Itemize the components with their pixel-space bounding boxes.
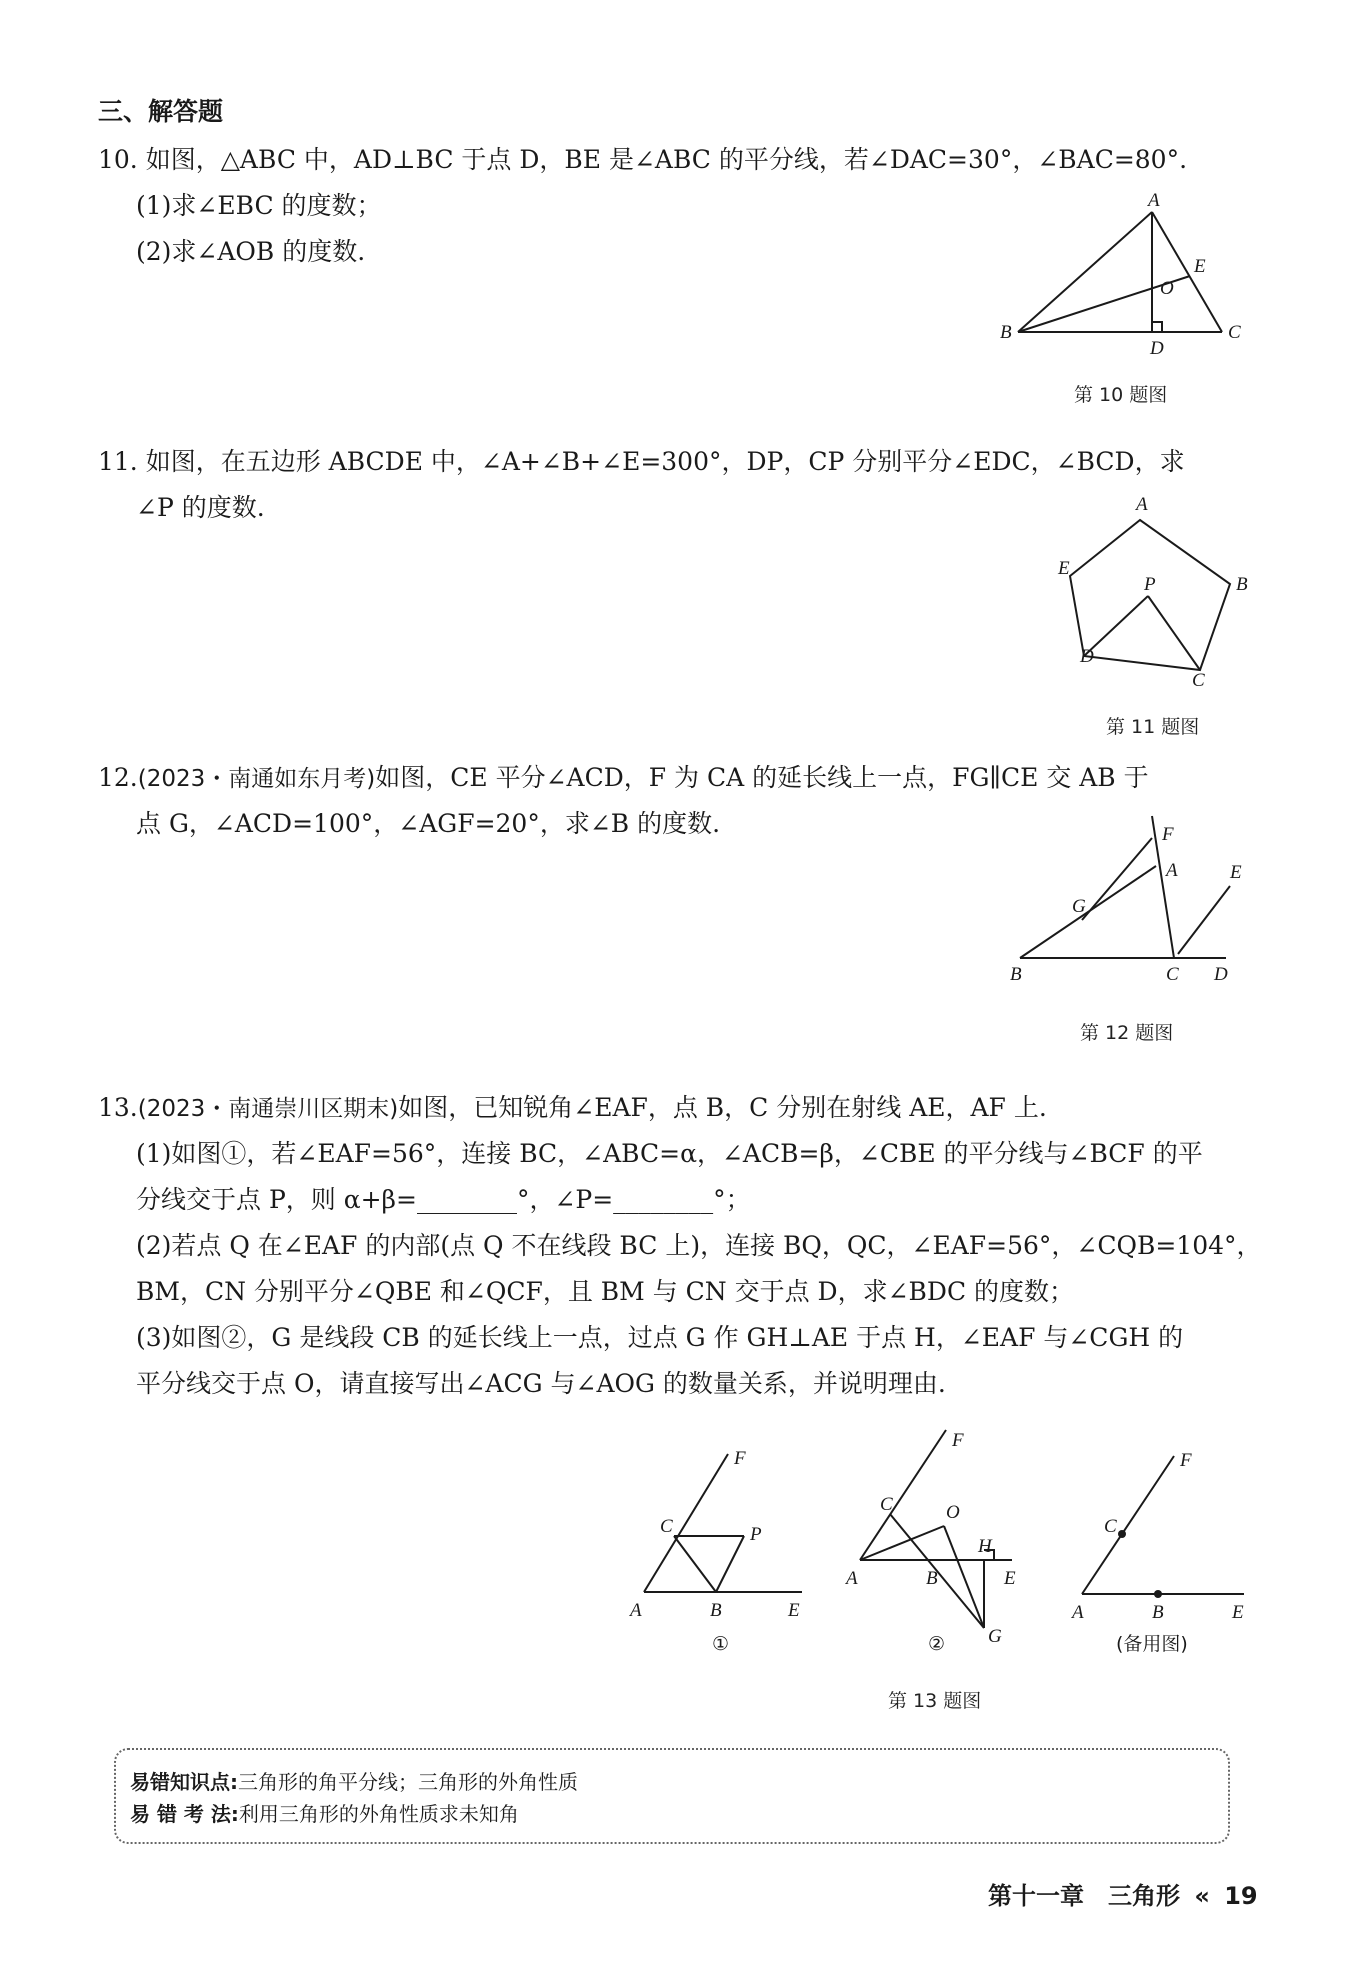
q13-spare-point-b [1154, 1590, 1162, 1598]
footer-arrow-icon: « [1194, 1882, 1210, 1910]
q13-line1-text: 如图，已知锐角∠EAF，点 B，C 分别在射线 AE，AF 上. [398, 1093, 1047, 1122]
q13-spare-label-c: C [1104, 1516, 1117, 1537]
q12-figure [1000, 806, 1260, 986]
q13-part1-line2: 分线交于点 P，则 α+β=________°，∠P=________°； [136, 1185, 751, 1214]
q12-line1 [98, 758, 1149, 794]
q11-label-a: A [1136, 494, 1148, 515]
q10-label-c: C [1228, 322, 1241, 343]
q13-fig1-label-c: C [660, 1516, 673, 1537]
q12-label-a: A [1166, 860, 1178, 881]
q11-label-e: E [1058, 558, 1070, 579]
q13-spare-point-c [1118, 1530, 1126, 1538]
q13-spare-label-a: A [1072, 1602, 1084, 1623]
q13-figure-1 [620, 1440, 820, 1660]
section-title: 三、解答题 [98, 97, 224, 126]
q13-fig2-label-f: F [952, 1430, 964, 1451]
q13-part3-line2: 平分线交于点 O，请直接写出∠ACG 与∠AOG 的数量关系，并说明理由. [136, 1369, 946, 1398]
q13-part1-line1: (1)如图①，若∠EAF=56°，连接 BC，∠ABC=α，∠ACB=β，∠CBE 的平分线与∠BCF 的平 [136, 1139, 1203, 1168]
q11-label-c: C [1192, 670, 1205, 690]
q12-label-d: D [1214, 964, 1228, 985]
q11-line1: 11. 如图，在五边形 ABCDE 中，∠A+∠B+∠E=300°，DP，CP 分别平分∠EDC，∠BCD，求 [98, 447, 1185, 476]
q12-label-b: B [1010, 964, 1022, 985]
page-footer [988, 1876, 1258, 1911]
q11-line2: ∠P 的度数. [136, 493, 265, 522]
q12-label-g: G [1072, 896, 1086, 917]
q13-fig2-label-e: E [1004, 1568, 1016, 1589]
q11-label-b: B [1236, 574, 1248, 595]
q13-spare-label-f: F [1180, 1450, 1192, 1471]
q10-part1: (1)求∠EBC 的度数； [136, 191, 382, 220]
q10-figure [990, 190, 1250, 360]
q13-fig2-label-c: C [880, 1494, 893, 1515]
q13-fig1-label-f: F [734, 1448, 746, 1469]
q13-caption: 第 13 题图 [888, 1690, 982, 1712]
q13-spare-caption: (备用图) [1116, 1633, 1188, 1655]
q13-fig1-label-b: B [710, 1600, 722, 1621]
q13-fig1-label-p: P [750, 1524, 762, 1545]
q13-spare-label-b: B [1152, 1602, 1164, 1623]
q10-caption: 第 10 题图 [1074, 384, 1168, 406]
q12-line2: 点 G，∠ACD=100°，∠AGF=20°，求∠B 的度数. [136, 809, 721, 838]
error-tip-box [114, 1748, 1230, 1844]
q10-label-d: D [1150, 338, 1164, 359]
q13-fig2-label-a: A [846, 1568, 858, 1589]
q10-part2: (2)求∠AOB 的度数. [136, 237, 366, 266]
q13-part3-line1: (3)如图②，G 是线段 CB 的延长线上一点，过点 G 作 GH⊥AE 于点 H，∠EAF 与∠CGH 的 [136, 1323, 1184, 1352]
q12-label-e: E [1230, 862, 1242, 883]
q13-fig1-label-e: E [788, 1600, 800, 1621]
q13-line1 [98, 1088, 1047, 1124]
q11-label-d: D [1080, 646, 1094, 667]
q13-fig2-label-g: G [988, 1626, 1002, 1647]
q13-fig2-number: ② [928, 1633, 946, 1655]
q12-source: (2023・南通如东月考) [137, 766, 376, 792]
tip-method-label: 易 错 考 法: [130, 1802, 239, 1826]
q10-label-b: B [1000, 322, 1012, 343]
q10-line1: 10. 如图，△ABC 中，AD⊥BC 于点 D，BE 是∠ABC 的平分线，若∠DAC=30°，∠BAC=80°. [98, 145, 1188, 174]
q13-spare-label-e: E [1232, 1602, 1244, 1623]
tip-knowledge-row [130, 1766, 578, 1795]
q11-caption: 第 11 题图 [1106, 716, 1200, 738]
footer-chapter: 第十一章 三角形 [988, 1882, 1180, 1910]
tip-method-row [130, 1798, 519, 1827]
q13-figure-2 [836, 1420, 1036, 1660]
q12-caption: 第 12 题图 [1080, 1022, 1174, 1044]
q13-fig2-label-o: O [946, 1502, 960, 1523]
q11-figure [1040, 490, 1260, 690]
q13-fig2-label-h: H [978, 1536, 992, 1557]
tip-knowledge-text: 三角形的角平分线；三角形的外角性质 [238, 1770, 578, 1794]
q12-label-f: F [1162, 824, 1174, 845]
q12-number: 12. [98, 763, 138, 792]
page-number: 19 [1224, 1882, 1258, 1910]
q13-part2-line1: (2)若点 Q 在∠EAF 的内部(点 Q 不在线段 BC 上)，连接 BQ，QC，∠EAF=56°，∠CQB=104°， [136, 1231, 1262, 1260]
q10-label-e: E [1194, 256, 1206, 277]
q11-label-p: P [1144, 574, 1156, 595]
q13-source: (2023・南通崇川区期末) [137, 1096, 399, 1122]
q13-number: 13. [98, 1093, 138, 1122]
q12-label-c: C [1166, 964, 1179, 985]
tip-method-text: 利用三角形的外角性质求未知角 [238, 1802, 519, 1826]
tip-knowledge-label: 易错知识点: [130, 1770, 238, 1794]
q13-figure-spare [1062, 1440, 1262, 1660]
q13-part2-line2: BM，CN 分别平分∠QBE 和∠QCF，且 BM 与 CN 交于点 D，求∠BDC 的度数； [136, 1277, 1075, 1306]
q13-fig2-label-b: B [926, 1568, 938, 1589]
q10-label-a: A [1148, 190, 1160, 211]
q13-fig1-label-a: A [630, 1600, 642, 1621]
q10-label-o: O [1160, 278, 1174, 299]
q12-line1-text: 如图，CE 平分∠ACD，F 为 CA 的延长线上一点，FG∥CE 交 AB 于 [375, 763, 1149, 792]
q13-fig1-number: ① [712, 1633, 730, 1655]
